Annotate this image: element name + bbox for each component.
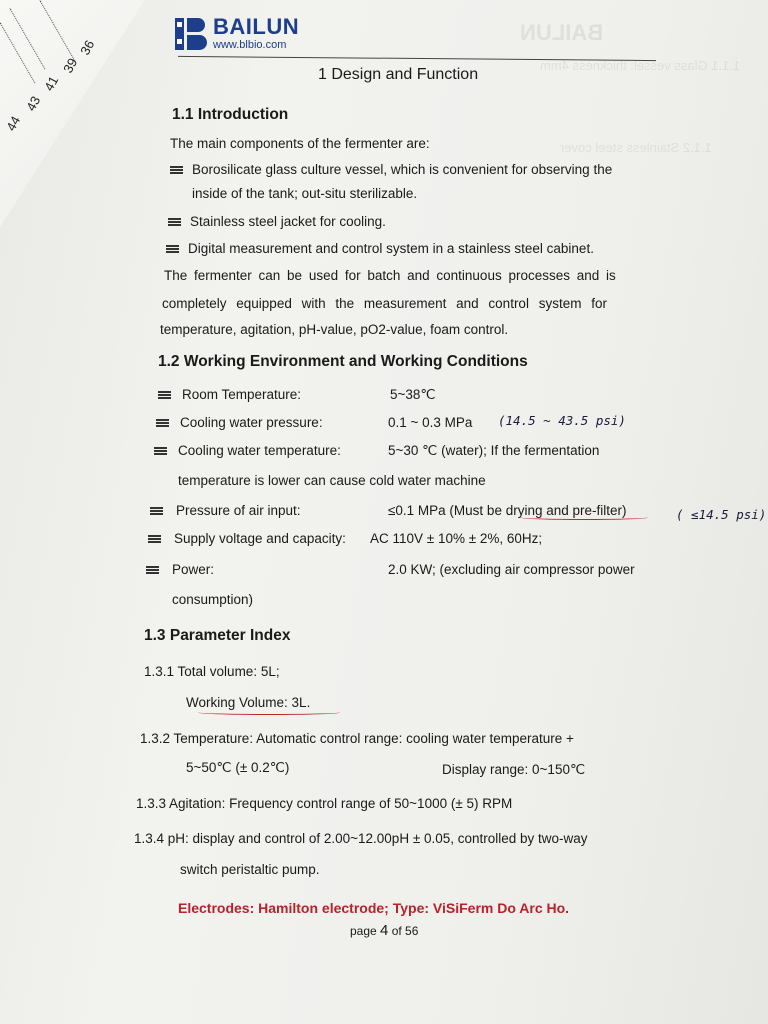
red-underline: [198, 710, 340, 715]
header-rule: [178, 56, 656, 61]
red-underline: [520, 515, 648, 520]
page-footer-suffix: of 56: [388, 924, 419, 938]
section-heading-environment: 1.2 Working Environment and Working Conditions: [158, 353, 528, 370]
intro-bullet-cont: inside of the tank; out-situ sterilizable.: [192, 186, 418, 201]
bleed-through-text: 1.1.1 Glass vessel: thickness 4mm: [540, 58, 741, 73]
env-label: Cooling water temperature:: [178, 443, 341, 458]
handwritten-note: (14.5 ~ 43.5 psi): [498, 413, 626, 428]
param-line: 1.3.1 Total volume: 5L;: [144, 664, 280, 679]
list-bullet-icon: [156, 419, 169, 429]
corner-number: 41: [41, 73, 62, 94]
env-label-cont: temperature is lower can cause cold water machine: [178, 473, 486, 488]
list-bullet-icon: [148, 535, 161, 545]
list-bullet-icon: [146, 566, 159, 576]
env-value: 5~38℃: [390, 387, 436, 402]
env-value: ≤0.1 MPa (Must be drying and pre-filter): [388, 503, 627, 518]
env-label-cont: consumption): [172, 592, 254, 607]
logo-name: BAILUN: [213, 14, 300, 39]
env-label: Supply voltage and capacity:: [174, 531, 346, 546]
bleed-through-text: BAILUN: [520, 20, 604, 45]
param-line: Working Volume: 3L.: [186, 695, 311, 710]
logo-mark-icon: [175, 18, 207, 50]
section-heading-intro: 1.1 Introduction: [172, 106, 289, 123]
company-logo: [175, 16, 299, 51]
page-footer-prefix: page: [350, 924, 381, 938]
param-line: 5~50℃ (± 0.2℃): [186, 760, 290, 775]
corner-number: 36: [77, 37, 98, 58]
intro-paragraph-line: The fermenter can be used for batch and continuous processes and is: [164, 268, 616, 283]
env-label: Power:: [172, 562, 215, 577]
list-bullet-icon: [168, 218, 181, 228]
list-bullet-icon: [158, 391, 171, 401]
param-line: 1.3.4 pH: display and control of 2.00~12.00pH ± 0.05, controlled by two-way: [134, 831, 588, 846]
env-value: 5~30 ℃ (water); If the fermentation: [388, 443, 600, 458]
electrodes-note: Electrodes: Hamilton electrode; Type: ViSiFerm Do Arc Ho.: [178, 900, 570, 916]
intro-lead: The main components of the fermenter are:: [170, 136, 430, 151]
env-label: Room Temperature:: [182, 387, 302, 402]
page-footer: [350, 922, 418, 939]
intro-bullet: Digital measurement and control system in a stainless steel cabinet.: [188, 241, 594, 256]
list-bullet-icon: [154, 447, 167, 457]
corner-number: 39: [60, 55, 81, 76]
bleed-through-text: 1.1.2 Stainless steel cover: [560, 140, 712, 155]
page-number: 4: [380, 922, 389, 939]
section-heading-parameters: 1.3 Parameter Index: [144, 627, 291, 644]
env-value: 0.1 ~ 0.3 MPa: [388, 415, 473, 430]
intro-bullet: Stainless steel jacket for cooling.: [190, 214, 386, 229]
env-label: Pressure of air input:: [176, 503, 301, 518]
list-bullet-icon: [150, 507, 163, 517]
corner-number: 43: [23, 93, 44, 114]
intro-bullet: Borosilicate glass culture vessel, which is convenient for observing the: [192, 162, 613, 177]
intro-paragraph-line: completely equipped with the measurement and control system for: [162, 296, 607, 311]
intro-paragraph-line: temperature, agitation, pH-value, pO2-value, foam control.: [160, 322, 509, 337]
env-value: 2.0 KW; (excluding air compressor power: [388, 562, 635, 577]
param-line: Display range: 0~150℃: [442, 762, 586, 777]
list-bullet-icon: [166, 245, 179, 255]
logo-url: www.blbio.com: [213, 39, 287, 51]
handwritten-note: ( ≤14.5 psi): [676, 507, 767, 522]
chapter-title: 1 Design and Function: [318, 66, 479, 83]
env-label: Cooling water pressure:: [180, 415, 323, 430]
param-line: 1.3.3 Agitation: Frequency control range of 50~1000 (± 5) RPM: [136, 796, 513, 811]
env-value: AC 110V ± 10% ± 2%, 60Hz;: [370, 531, 543, 546]
corner-number: 44: [3, 113, 24, 134]
param-line: 1.3.2 Temperature: Automatic control range: cooling water temperature +: [140, 731, 574, 746]
param-line: switch peristaltic pump.: [180, 862, 320, 877]
list-bullet-icon: [170, 166, 183, 176]
